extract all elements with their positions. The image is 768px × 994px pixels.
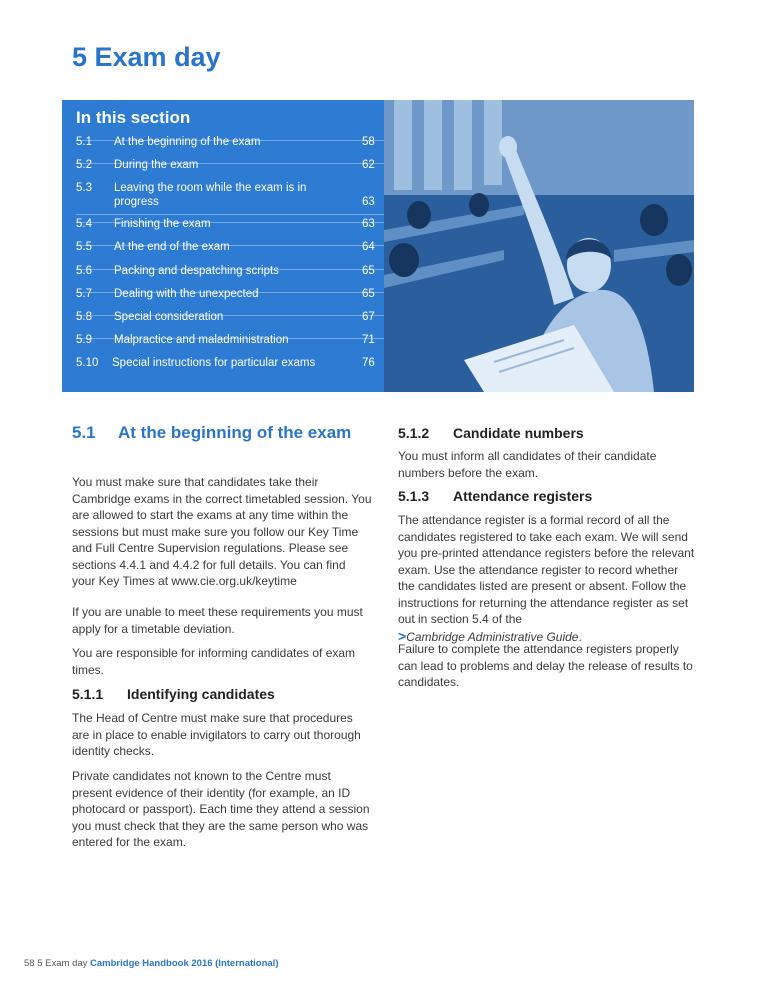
paragraph-text: The attendance register is a formal record of all the candidates registered to take each exam. We will send you pre-printed attendance registers before the relevant exam. Use the attendance register to record whether the candidates listed are present or absent. Follow the instructions for returning the attendance register as set out in section 5.4 of the: [398, 513, 695, 626]
toc-item-page: 71: [362, 334, 375, 346]
exam-hall-photo: [384, 100, 694, 392]
toc-item-page: 65: [362, 265, 375, 277]
section-title: Candidate numbers: [453, 425, 584, 441]
toc-item-number: 5.1: [76, 136, 92, 148]
section-5-1-paragraph: You must make sure that candidates take their Cambridge exams in the correct timetabled session. You are allowed to start the exams at any time within the sessions but must make sure you follow our Key Time and Full Centre Supervision regulations. Please see sections 4.4.1 and 4.4.2 for full details. You can find your Key Times at www.cie.org.uk/keytime: [72, 475, 372, 588]
toc-item-label: Special consideration: [114, 311, 224, 323]
section-5-1-paragraph: You are responsible for informing candidates of exam times.: [72, 646, 356, 677]
toc-item-label: Packing and despatching scripts: [114, 265, 279, 277]
toc-item-number: 5.7: [76, 288, 92, 300]
section-5-1-1-paragraph: Private candidates not known to the Centre must present evidence of their identity (for example, an ID photocard or passport). Each time they attend a session you must check that they are the same person who was entered for the exam.: [72, 769, 370, 849]
toc-item-number: 5.6: [76, 265, 92, 277]
toc-item-label: Dealing with the unexpected: [114, 288, 259, 300]
toc-item-5-3[interactable]: [62, 181, 384, 209]
toc-item-label: At the end of the exam: [114, 241, 230, 253]
toc-item-page: 58: [362, 136, 375, 148]
hall-window: [424, 100, 442, 190]
section-title: At the beginning of the exam: [118, 423, 352, 442]
toc-item-page: 64: [362, 241, 375, 253]
toc-item-page: 76: [362, 357, 375, 369]
hall-window: [394, 100, 412, 190]
page-footer: [24, 958, 278, 969]
toc-item-number: 5.9: [76, 334, 92, 346]
administrative-guide-link[interactable]: Cambridge Administrative Guide: [406, 629, 579, 644]
toc-item-number: 5.10: [76, 357, 99, 369]
toc-box: [62, 100, 384, 392]
toc-heading: In this section: [76, 108, 191, 127]
toc-item-page: 65: [362, 288, 375, 300]
link-arrow-icon: >: [398, 627, 407, 644]
toc-item-label: Finishing the exam: [114, 218, 211, 230]
toc-item-label: Leaving the room while the exam is in progress: [114, 182, 307, 208]
student-silhouette: [469, 193, 489, 217]
section-number: 5.1.3: [398, 488, 430, 504]
toc-item-page: 62: [362, 159, 375, 171]
section-number: 5.1.1: [72, 686, 104, 702]
toc-item-page: 63: [362, 218, 375, 230]
link-suffix: .: [578, 629, 582, 644]
student-silhouette: [640, 204, 668, 236]
toc-item-label: Malpractice and maladministration: [114, 334, 289, 346]
section-5-1-1-paragraph: The Head of Centre must make sure that procedures are in place to enable invigilators to carry out thorough identity checks.: [72, 711, 361, 758]
footer-chapter: 5 Exam day: [37, 958, 88, 969]
section-5-1-paragraph: If you are unable to meet these requirements you must apply for a timetable deviation.: [72, 605, 363, 636]
section-number: 5.1.2: [398, 425, 430, 441]
toc-item-label: Special instructions for particular exams: [112, 357, 316, 369]
toc-item-number: 5.4: [76, 218, 92, 230]
toc-item-number: 5.3: [76, 182, 92, 194]
raised-hand: [499, 136, 517, 158]
section-number: 5.1: [72, 423, 96, 442]
toc-item-number: 5.2: [76, 159, 92, 171]
section-5-1-3-paragraph: Failure to complete the attendance registers properly can lead to problems and delay the release of results to candidates.: [398, 642, 693, 689]
chapter-title: 5 Exam day: [72, 42, 221, 72]
footer-title: Cambridge Handbook 2016 (International): [90, 958, 279, 969]
student-silhouette: [666, 254, 692, 286]
section-title: Identifying candidates: [127, 686, 275, 702]
section-5-1-2-paragraph: You must inform all candidates of their candidate numbers before the exam.: [398, 449, 657, 480]
exam-hall-illustration: [384, 100, 694, 392]
toc-item-label: During the exam: [114, 159, 199, 171]
toc-item-page: 67: [362, 311, 375, 323]
toc-item-page: 63: [362, 196, 375, 208]
student-silhouette: [389, 243, 419, 277]
hall-window: [454, 100, 472, 190]
toc-item-number: 5.8: [76, 311, 92, 323]
section-title: Attendance registers: [453, 488, 593, 504]
footer-page-number: 58: [24, 958, 35, 969]
student-silhouette: [407, 201, 431, 229]
toc-item-number: 5.5: [76, 241, 92, 253]
section-5-1-3-paragraph: [398, 512, 698, 645]
hall-window: [484, 100, 502, 185]
toc-item-label: At the beginning of the exam: [114, 136, 261, 148]
